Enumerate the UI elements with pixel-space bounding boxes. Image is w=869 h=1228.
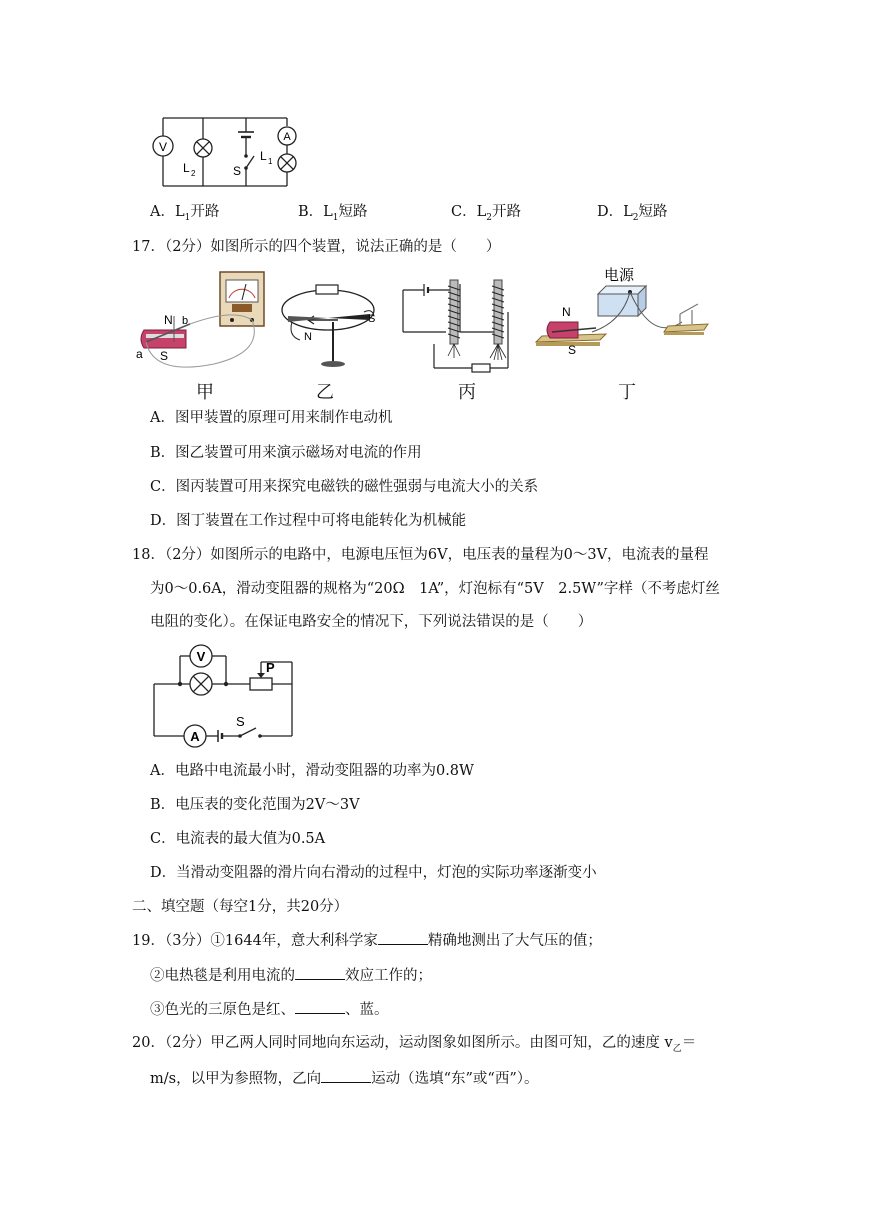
q18-option-c[interactable]: C．电流表的最大值为0.5A	[150, 831, 326, 847]
q18-circuit-diagram	[150, 642, 300, 752]
q17-option-a[interactable]: A．图甲装置的原理可用来制作电动机	[150, 410, 393, 426]
q18-stem-line-2: 为0～0.6A，滑动变阻器的规格为“20Ω 1A”，灯泡标有“5V 2.5W”字样（不考虑灯丝	[150, 581, 720, 597]
svg-text:P: P	[266, 660, 275, 675]
q16-option-b[interactable]: B．$L_1$短路	[298, 204, 368, 223]
q18-option-a[interactable]: A．电路中电流最小时，滑动变阻器的功率为0.8W	[150, 763, 474, 779]
q19-line-2: ②电热毯是利用电流的 效应工作的；	[150, 965, 432, 986]
q19-blank-1[interactable]	[378, 930, 428, 945]
q18-option-b[interactable]: B．电压表的变化范围为2V～3V	[150, 797, 360, 813]
svg-text:S: S	[236, 714, 245, 729]
svg-text:A: A	[283, 131, 291, 143]
q19-blank-2[interactable]	[295, 965, 345, 980]
svg-text:电源: 电源	[604, 267, 635, 284]
q17-option-d[interactable]: D．图丁装置在工作过程中可将电能转化为机械能	[150, 513, 467, 529]
svg-text:S: S	[233, 164, 242, 178]
svg-text:L: L	[183, 161, 190, 175]
section-2-title: 二、填空题（每空1分，共20分）	[132, 899, 349, 915]
q20-line-2: m/s，以甲为参照物，乙向 运动（选填“东”或“西”）。	[150, 1068, 538, 1089]
q16-option-c[interactable]: C．$L_2$开路	[451, 204, 521, 223]
svg-text:S: S	[368, 313, 376, 325]
svg-text:N: N	[164, 313, 173, 327]
q18-stem-line-1: 18．（2分）如图所示的电路中，电源电压恒为6V，电压表的量程为0～3V，电流表的量程	[132, 547, 709, 563]
q17-label-ding: 丁	[618, 382, 636, 402]
svg-text:N: N	[562, 305, 571, 319]
q17-label-jia: 甲	[196, 382, 214, 402]
svg-text:V: V	[158, 140, 168, 154]
q16-option-a[interactable]: A．$L_1$开路	[150, 204, 220, 223]
q20-line-1: 20．（2分）甲乙两人同时同地向东运动，运动图象如图所示。由图可知，乙的速度 $v_乙=$	[132, 1035, 697, 1054]
q17-stem: 17．（2分）如图所示的四个装置，说法正确的是（ ）	[132, 239, 501, 255]
q17-option-c[interactable]: C．图丙装置可用来探究电磁铁的磁性强弱与电流大小的关系	[150, 479, 539, 495]
q20-blank-2[interactable]	[321, 1068, 371, 1083]
q17-figure-jia	[134, 268, 272, 374]
svg-text:V: V	[196, 649, 206, 664]
svg-text:1: 1	[268, 157, 273, 166]
q18-stem-line-3: 电阻的变化）。在保证电路安全的情况下，下列说法错误的是（ ）	[150, 614, 593, 630]
q19-line-1: 19．（3分）①1644年，意大利科学家 精确地测出了大气压的值；	[132, 930, 602, 951]
svg-text:A: A	[190, 729, 200, 744]
svg-text:S: S	[568, 343, 577, 357]
svg-text:2: 2	[191, 169, 196, 178]
q17-figure-bing	[398, 272, 516, 376]
q17-option-b[interactable]: B．图乙装置可用来演示磁场对电流的作用	[150, 445, 422, 461]
q18-option-d[interactable]: D．当滑动变阻器的滑片向右滑动的过程中，灯泡的实际功率逐渐变小	[150, 865, 597, 881]
q16-circuit-diagram	[150, 112, 310, 190]
svg-text:N: N	[304, 331, 312, 343]
q17-figure-yi	[278, 276, 388, 374]
q17-figure-ding	[532, 262, 712, 374]
q16-option-d[interactable]: D．$L_2$短路	[597, 204, 668, 223]
q19-blank-3[interactable]	[295, 999, 345, 1014]
q17-label-bing: 丙	[458, 382, 476, 402]
q19-line-3: ③色光的三原色是红、 、蓝。	[150, 999, 389, 1020]
q17-label-yi: 乙	[316, 382, 334, 402]
svg-text:b: b	[182, 315, 189, 327]
svg-text:S: S	[160, 349, 169, 363]
svg-text:a: a	[136, 347, 143, 361]
svg-text:L: L	[260, 149, 267, 163]
